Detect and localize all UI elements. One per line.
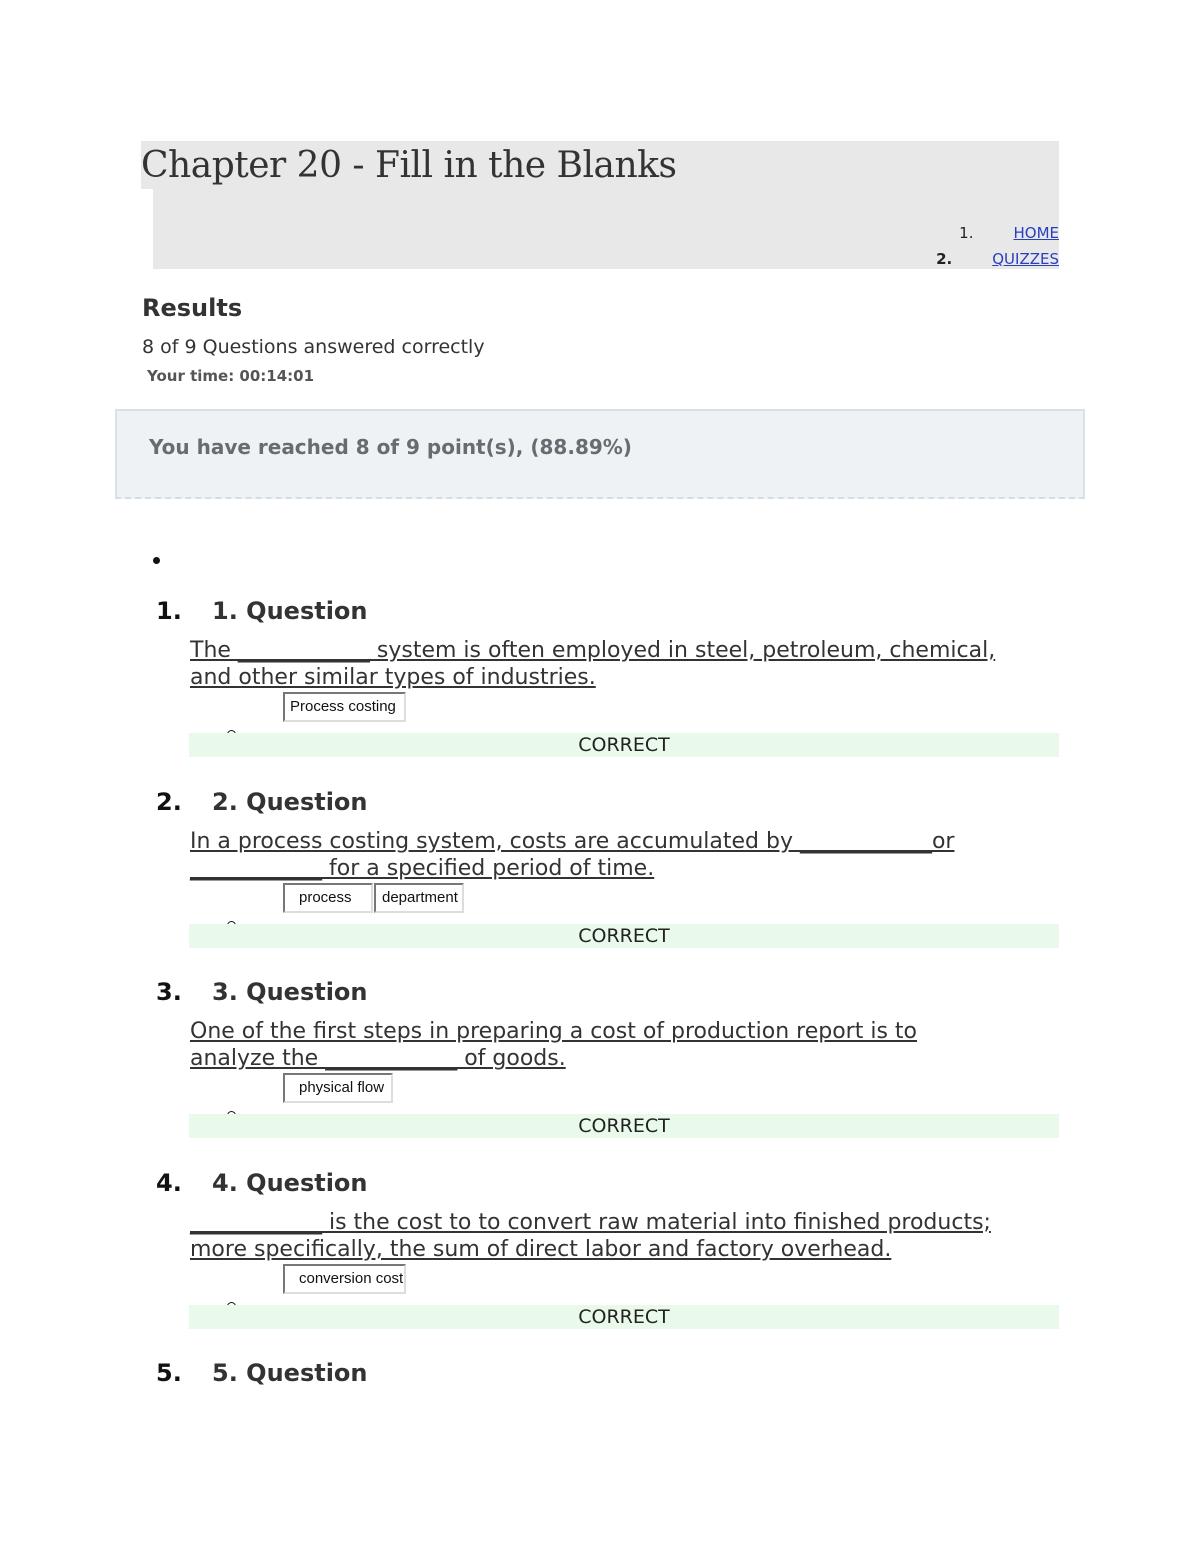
score-box bbox=[115, 409, 1085, 499]
answer-field[interactable]: process bbox=[283, 883, 373, 913]
question-text bbox=[190, 637, 1070, 691]
answer-list bbox=[283, 692, 407, 722]
header-background-lower bbox=[153, 189, 1059, 269]
question-number: 4. bbox=[156, 1169, 182, 1197]
result-status: CORRECT bbox=[189, 1305, 1059, 1329]
answer-list bbox=[283, 1264, 407, 1294]
answer-field[interactable]: Process costing bbox=[283, 692, 406, 722]
home-link[interactable]: HOME bbox=[1013, 224, 1059, 242]
nav-item-number: 1. bbox=[959, 224, 974, 242]
question-text bbox=[190, 1209, 1070, 1263]
question-number: 2. bbox=[156, 788, 182, 816]
nav-item-quizzes bbox=[936, 246, 1059, 272]
question-title: 5. Question bbox=[212, 1359, 368, 1387]
question-number: 3. bbox=[156, 978, 182, 1006]
question-title: 4. Question bbox=[212, 1169, 368, 1197]
quizzes-link[interactable]: QUIZZES bbox=[992, 250, 1059, 268]
answer-list bbox=[283, 1073, 394, 1103]
question-title: 1. Question bbox=[212, 597, 368, 625]
question-title: 3. Question bbox=[212, 978, 368, 1006]
question-text-line: In a process costing system, costs are accumulated by ____________or bbox=[190, 829, 955, 854]
question-title: 2. Question bbox=[212, 788, 368, 816]
question-text-line: and other similar types of industries. bbox=[190, 665, 596, 690]
results-time: Your time: 00:14:01 bbox=[147, 367, 315, 385]
results-summary: 8 of 9 Questions answered correctly bbox=[142, 336, 485, 358]
page-title: Chapter 20 - Fill in the Blanks bbox=[141, 145, 677, 186]
question-text-line: One of the first steps in preparing a cost of production report is to bbox=[190, 1019, 917, 1044]
nav-item-home bbox=[936, 220, 1059, 246]
score-text: You have reached 8 of 9 point(s), (88.89%) bbox=[149, 435, 632, 459]
question-text-line: ____________ for a specified period of time. bbox=[190, 856, 655, 881]
question-text-line: analyze the ____________ of goods. bbox=[190, 1046, 566, 1071]
result-status: CORRECT bbox=[189, 733, 1059, 757]
result-status: CORRECT bbox=[189, 924, 1059, 948]
question-text bbox=[190, 1018, 1070, 1072]
list-bullet bbox=[153, 557, 160, 564]
breadcrumb-nav bbox=[936, 220, 1059, 272]
question-text-line: more specifically, the sum of direct labor and factory overhead. bbox=[190, 1237, 892, 1262]
question-text bbox=[190, 828, 1070, 882]
results-heading: Results bbox=[142, 294, 243, 322]
answer-field[interactable]: physical flow bbox=[283, 1073, 393, 1103]
question-number: 1. bbox=[156, 597, 182, 625]
question-number: 5. bbox=[156, 1359, 182, 1387]
answer-list bbox=[283, 883, 465, 913]
answer-field[interactable]: conversion cost bbox=[283, 1264, 406, 1294]
question-text-line: The ____________ system is often employed in steel, petroleum, chemical, bbox=[190, 638, 996, 663]
question-text-line: ____________ is the cost to to convert raw material into finished products; bbox=[190, 1210, 991, 1235]
answer-field[interactable]: department bbox=[374, 883, 464, 913]
result-status: CORRECT bbox=[189, 1114, 1059, 1138]
nav-item-number: 2. bbox=[936, 250, 953, 268]
